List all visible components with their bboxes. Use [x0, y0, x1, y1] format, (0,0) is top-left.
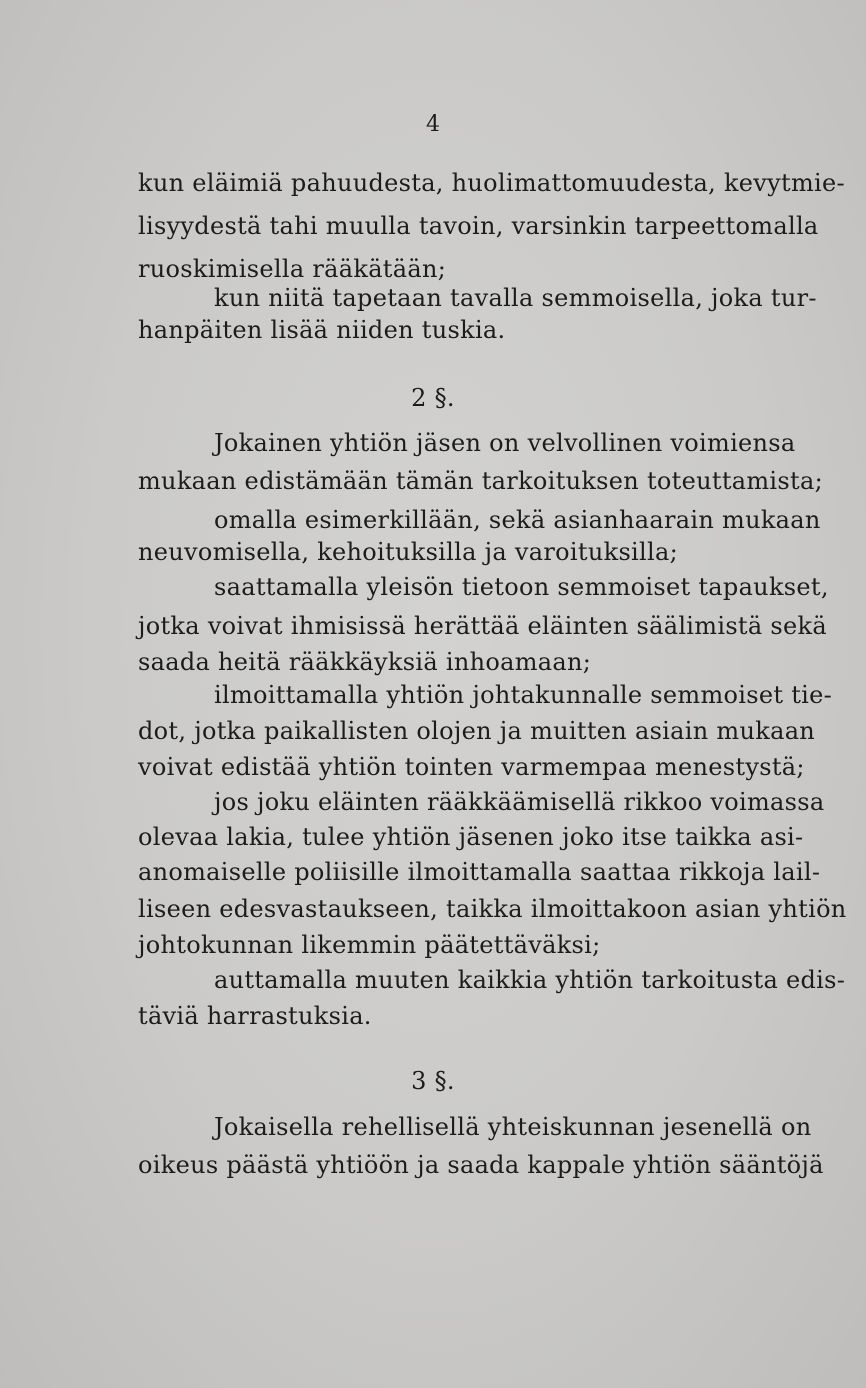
text-line: Jokainen yhtiön jäsen on velvollinen voimiensa — [214, 429, 796, 457]
text-line: kun niitä tapetaan tavalla semmoisella, joka tur- — [214, 284, 817, 312]
text-line: mukaan edistämään tämän tarkoituksen toteuttamista; — [138, 467, 823, 495]
text-line: omalla esimerkillään, sekä asianhaarain mukaan — [214, 506, 821, 534]
text-line: olevaa lakia, tulee yhtiön jäsenen joko itse taikka asi- — [138, 823, 804, 851]
text-line: lisyydestä tahi muulla tavoin, varsinkin tarpeettomalla — [138, 212, 819, 240]
text-line: saattamalla yleisön tietoon semmoiset tapaukset, — [214, 573, 829, 601]
text-line: jotka voivat ihmisissä herättää eläinten säälimistä sekä — [138, 612, 827, 640]
text-line: täviä harrastuksia. — [138, 1002, 372, 1030]
text-line: liseen edesvastaukseen, taikka ilmoittakoon asian yhtiön — [138, 895, 847, 923]
text-line: kun eläimiä pahuudesta, huolimattomuudesta, kevytmie- — [138, 169, 845, 197]
text-line: auttamalla muuten kaikkia yhtiön tarkoitusta edis- — [214, 966, 846, 994]
text-line: johtokunnan likemmin päätettäväksi; — [138, 931, 601, 959]
text-line: Jokaisella rehellisellä yhteiskunnan jesenellä on — [214, 1113, 812, 1141]
section-heading: 2 §. — [411, 384, 455, 412]
text-line: ilmoittamalla yhtiön johtakunnalle semmoiset tie- — [214, 681, 833, 709]
text-line: voivat edistää yhtiön tointen varmempaa menestystä; — [138, 753, 805, 781]
text-line: anomaiselle poliisille ilmoittamalla saattaa rikkoja lail- — [138, 858, 821, 886]
text-line: oikeus päästä yhtiöön ja saada kappale yhtiön sääntöjä — [138, 1151, 824, 1179]
section-heading: 3 §. — [411, 1067, 455, 1095]
page-number: 4 — [426, 112, 440, 137]
text-line: ruoskimisella rääkätään; — [138, 255, 447, 283]
text-line: hanpäiten lisää niiden tuskia. — [138, 316, 506, 344]
text-line: dot, jotka paikallisten olojen ja muitten asiain mukaan — [138, 717, 816, 745]
text-line: saada heitä rääkkäyksiä inhoamaan; — [138, 648, 592, 676]
text-line: neuvomisella, kehoituksilla ja varoituksilla; — [138, 538, 678, 566]
text-line: jos joku eläinten rääkkäämisellä rikkoo voimassa — [214, 788, 825, 816]
